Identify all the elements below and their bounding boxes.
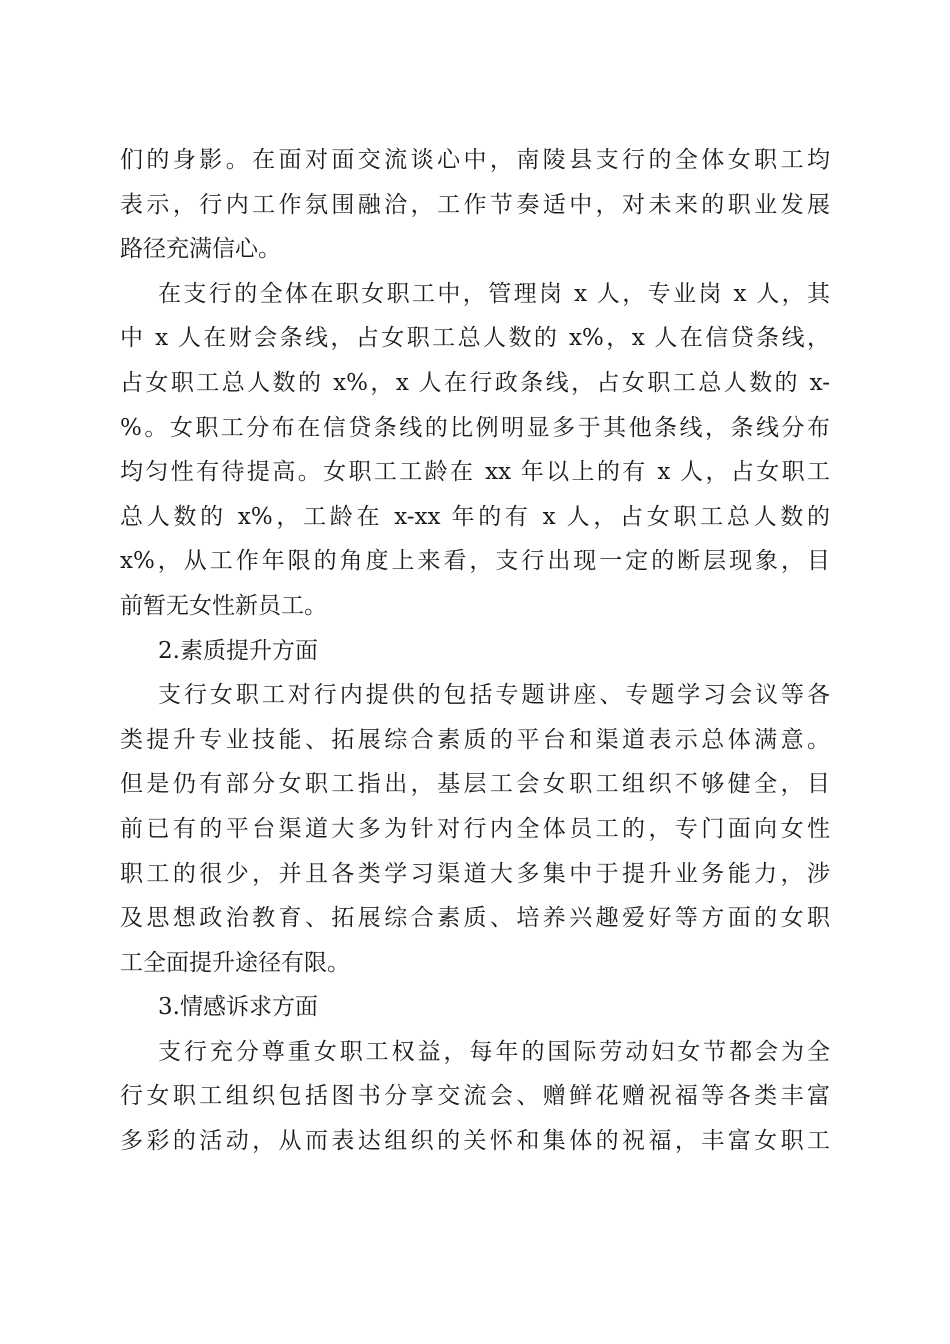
text-line: x%，从工作年限的角度上来看，支行出现一定的断层现象，目 <box>120 548 830 575</box>
section-heading: 2.素质提升方面 <box>158 637 318 664</box>
text-line: 及思想政治教育、拓展综合素质、培养兴趣爱好等方面的女职 <box>120 905 830 932</box>
text-line: 类提升专业技能、拓展综合素质的平台和渠道表示总体满意。 <box>120 726 830 753</box>
text-line: 职工的很少，并且各类学习渠道大多集中于提升业务能力，涉 <box>120 860 830 887</box>
paragraph <box>120 1030 830 1164</box>
paragraph <box>120 272 830 629</box>
text-line: 们的身影。在面对面交流谈心中，南陵县支行的全体女职工均 <box>120 147 830 173</box>
text-line: 行女职工组织包括图书分享交流会、赠鲜花赠祝福等各类丰富 <box>120 1083 830 1110</box>
text-line: 总人数的 x%，工龄在 x-xx 年的有 x 人，占女职工总人数的 <box>120 503 830 530</box>
section-heading: 3.情感诉求方面 <box>158 994 318 1021</box>
text-line: 支行充分尊重女职工权益，每年的国际劳动妇女节都会为全 <box>158 1038 830 1065</box>
paragraph <box>120 138 830 272</box>
text-line: 占女职工总人数的 x%，x 人在行政条线，占女职工总人数的 x- <box>120 369 830 396</box>
text-line: 前暂无女性新员工。 <box>120 592 327 619</box>
document-body <box>120 138 830 1164</box>
text-line: 但是仍有部分女职工指出，基层工会女职工组织不够健全，目 <box>120 771 830 798</box>
text-line: 多彩的活动，从而表达组织的关怀和集体的祝福，丰富女职工 <box>120 1128 830 1155</box>
text-line: 在支行的全体在职女职工中，管理岗 x 人，专业岗 x 人，其 <box>158 280 830 307</box>
text-line: 路径充满信心。 <box>120 236 281 263</box>
text-line: 表示，行内工作氛围融洽，工作节奏适中，对未来的职业发展 <box>120 191 830 218</box>
text-line: %。女职工分布在信贷条线的比例明显多于其他条线，条线分布 <box>120 414 830 441</box>
text-line: 均匀性有待提高。女职工工龄在 xx 年以上的有 x 人，占女职工 <box>120 459 830 486</box>
text-line: 工全面提升途径有限。 <box>120 949 350 976</box>
text-line: 前已有的平台渠道大多为针对行内全体员工的，专门面向女性 <box>120 815 830 842</box>
text-line: 支行女职工对行内提供的包括专题讲座、专题学习会议等各 <box>158 682 830 709</box>
text-line: 中 x 人在财会条线，占女职工总人数的 x%，x 人在信贷条线， <box>120 325 830 352</box>
paragraph <box>120 673 830 985</box>
